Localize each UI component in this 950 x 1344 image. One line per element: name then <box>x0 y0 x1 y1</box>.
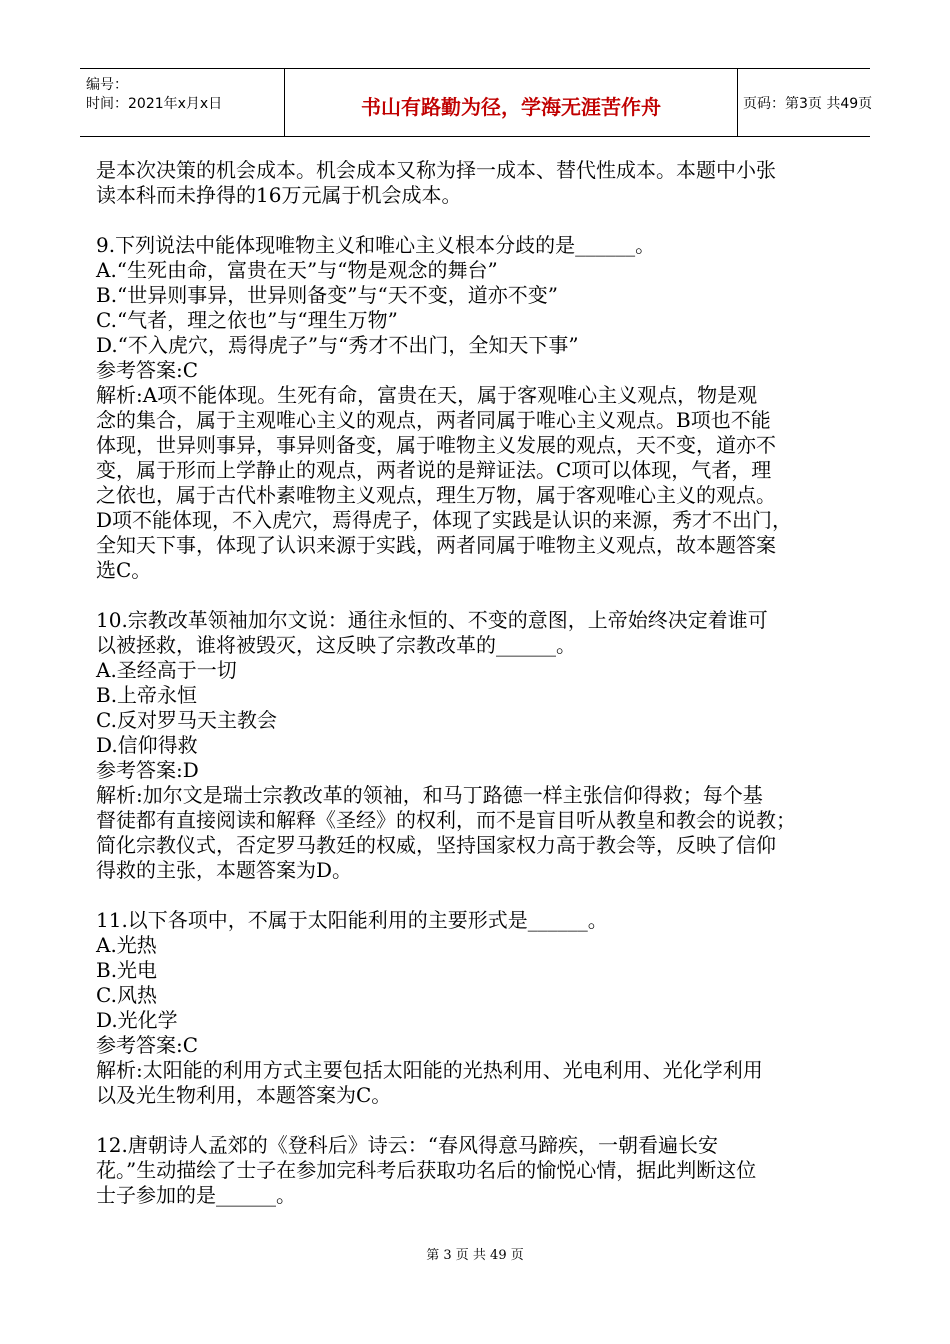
analysis-line: 以及光生物利用，本题答案为C。 <box>96 1083 392 1107</box>
header-page-cell <box>737 69 873 136</box>
header-meta-cell <box>80 69 284 136</box>
question-stem-line: 10.宗教改革领袖加尔文说：通往永恒的、不变的意图，上帝始终决定着谁可 <box>96 608 768 632</box>
page-footer: 第 3 页 共 49 页 <box>426 1248 524 1263</box>
question-stem-line: 花。”生动描绘了士子在参加完科考后获取功名后的愉悦心情，据此判断这位 <box>96 1158 757 1182</box>
analysis-line: 之依也，属于古代朴素唯物主义观点，理生万物，属于客观唯心主义的观点。 <box>96 483 776 507</box>
paragraph-gap <box>96 208 866 233</box>
question-stem-line: 9.下列说法中能体现唯物主义和唯心主义根本分歧的是______。 <box>96 233 656 257</box>
analysis-line: 得救的主张，本题答案为D。 <box>96 858 353 882</box>
analysis-line: 督徒都有直接阅读和解释《圣经》的权利，而不是盲目听从教皇和教会的说教； <box>96 808 796 832</box>
document-body <box>96 158 866 1208</box>
question-option: C.“气者，理之依也”与“理生万物” <box>96 308 398 332</box>
analysis-line: 解析:加尔文是瑞士宗教改革的领袖，和马丁路德一样主张信仰得救；每个基 <box>96 783 763 807</box>
paragraph-gap <box>96 1108 866 1133</box>
page-info: 页码：第3页 共49页 <box>743 96 873 112</box>
question-option: B.光电 <box>96 958 158 982</box>
analysis-line: 解析:A项不能体现。生死有命，富贵在天，属于客观唯心主义观点，物是观 <box>96 383 758 407</box>
intro-line: 读本科而未挣得的16万元属于机会成本。 <box>96 183 462 207</box>
question-option: D.光化学 <box>96 1008 178 1032</box>
paragraph-gap <box>96 583 866 608</box>
question-option: B.“世异则事异，世异则备变”与“天不变，道亦不变” <box>96 283 558 307</box>
analysis-line: 念的集合，属于主观唯心主义的观点，两者同属于唯心主义观点。B项也不能 <box>96 408 771 432</box>
analysis-line: 体现，世异则事异，事异则备变，属于唯物主义发展的观点，天不变，道亦不 <box>96 433 776 457</box>
motto: 书山有路勤为径，学海无涯苦作舟 <box>361 95 661 119</box>
question-stem-line: 士子参加的是______。 <box>96 1183 296 1207</box>
header-motto-cell <box>284 69 738 136</box>
analysis-line: 简化宗教仪式，否定罗马教廷的权威，坚持国家权力高于教会等，反映了信仰 <box>96 833 776 857</box>
question-option: A.“生死由命，富贵在天”与“物是观念的舞台” <box>96 258 498 282</box>
question-option: D.信仰得救 <box>96 733 198 757</box>
question-option: C.反对罗马天主教会 <box>96 708 277 732</box>
analysis-line: 变，属于形而上学静止的观点，两者说的是辩证法。C项可以体现，气者，理 <box>96 458 772 482</box>
reference-answer: 参考答案:D <box>96 758 199 782</box>
time-label: 时间：2021年x月x日 <box>86 96 223 112</box>
number-label: 编号： <box>86 77 128 93</box>
question-option: A.圣经高于一切 <box>96 658 237 682</box>
intro-line: 是本次决策的机会成本。机会成本又称为择一成本、替代性成本。本题中小张 <box>96 158 776 182</box>
question-option: D.“不入虎穴，焉得虎子”与“秀才不出门，全知天下事” <box>96 333 579 357</box>
analysis-line: 全知天下事，体现了认识来源于实践，两者同属于唯物主义观点，故本题答案 <box>96 533 776 557</box>
analysis-line: 选C。 <box>96 558 152 582</box>
question-option: C.风热 <box>96 983 157 1007</box>
analysis-line: 解析:太阳能的利用方式主要包括太阳能的光热利用、光电利用、光化学利用 <box>96 1058 763 1082</box>
reference-answer: 参考答案:C <box>96 358 199 382</box>
paragraph-gap <box>96 883 866 908</box>
question-stem-line: 以被拯救，谁将被毁灭，这反映了宗教改革的______。 <box>96 633 576 657</box>
page-header <box>80 68 873 137</box>
question-stem-line: 11.以下各项中，不属于太阳能利用的主要形式是______。 <box>96 908 608 932</box>
question-option: B.上帝永恒 <box>96 683 198 707</box>
question-option: A.光热 <box>96 933 157 957</box>
question-stem-line: 12.唐朝诗人孟郊的《登科后》诗云：“春风得意马蹄疾，一朝看遍长安 <box>96 1133 719 1157</box>
reference-answer: 参考答案:C <box>96 1033 199 1057</box>
analysis-line: D项不能体现，不入虎穴，焉得虎子，体现了实践是认识的来源，秀才不出门， <box>96 508 793 532</box>
